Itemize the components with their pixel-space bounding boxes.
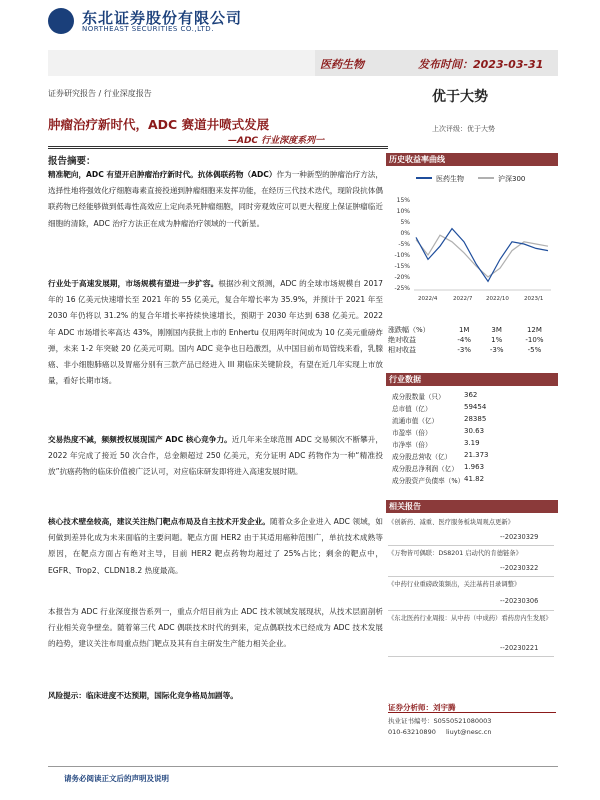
perf-chart-heading: 历史收益率曲线 (386, 153, 558, 166)
report-subtitle: —ADC 行业深度系列一 (228, 136, 325, 146)
divider (388, 545, 554, 546)
related-report-link[interactable]: 《万物皆可偶联：DS8201 启动代的肯德链条》 (388, 550, 522, 557)
industry-data-label: 成分股数量（只） (392, 393, 445, 401)
company-name-cn: 东北证券股份有限公司 (82, 9, 243, 27)
related-report-link[interactable]: 《东北医药行业周报：从中药（中成药）看药房内生发展》 (388, 615, 552, 622)
industry-data-value: 59454 (464, 403, 487, 411)
header-cell: 12M (526, 326, 542, 334)
table-row (388, 335, 556, 345)
paragraph-body: 根据沙利文预测，ADC 的全球市场规模自 2017 年的 16 亿美元快速增长至 2021 年的 55 亿美元，复合年增长率为 35.9%，并预计于 2021 年至 2030 年仍将以 31.2% 的复合年增长率持续快速增长，预期于 2030 年达到 638 亿美元。2022 年 ADC 市场增长率高达 43%，刚刚国内获批上市的 Enhertu 仅用两年时间成为 10 亿美元重磅炸弹，未来 1-2 年突破 20 亿美元可期。国内 ADC 竞争也日趋激烈，从中国目前布局管线来看，乳腺癌、非小细胞肺癌以及胃癌分别有三款产品已经进入 III 期临床关键阶段，有望在近几年实现上市放量，看好长期市场。 (48, 279, 383, 386)
table-cell: -4% (457, 336, 472, 344)
y-tick-label: 10% (396, 208, 410, 215)
industry-data-value: 41.82 (464, 475, 485, 483)
row-label: 相对收益 (388, 346, 416, 354)
legend-label-hs300: 沪深300 (498, 175, 526, 183)
analyst-phone: 010-63210890 (388, 728, 436, 736)
table-cell: -3% (457, 346, 472, 354)
paragraph-lead: 交易热度不减，频频授权展现国产 ADC 核心竞争力。 (48, 435, 232, 444)
x-axis-ticks (418, 296, 543, 302)
industry-data-value: 362 (464, 391, 478, 399)
paragraph-body: 近几年来全球范围 ADC 交易频次不断攀升，2022 年完成了接近 50 次合作，总金额超过 250 亿美元，充分证明 ADC 药物作为一种“精准投放”抗癌药物的临床价值被广泛认可，对应临床研发即将进入高速发展时期。 (48, 435, 384, 477)
header-cell: 涨跌幅（%） (388, 326, 430, 334)
footer-divider (48, 766, 558, 767)
perf-table-header (388, 325, 556, 335)
footer-disclaimer: 请务必阅读正文后的声明及说明 (64, 774, 169, 783)
table-cell: 1% (491, 336, 503, 344)
related-report-date: --20230322 (500, 564, 539, 572)
industry-data-heading: 行业数据 (386, 373, 558, 386)
paragraph-1 (48, 167, 383, 232)
y-tick-label: -25% (394, 285, 410, 292)
paragraph-body: 随着众多企业进入 ADC 领域，如何做到差异化成为未来面临的主要问题。靶点方面 HER2 由于其适用癌种范围广，单抗技术成熟等原因，在靶点方面占有绝对主导，目前 HER2 靶点药物均超过了 25%占比；剩余的靶点中，EGFR、Trop2、CLDN18.2 热度最高。 (48, 517, 384, 575)
paragraph-3 (48, 432, 383, 481)
table-cell: -10% (525, 336, 544, 344)
perf-table (388, 325, 556, 355)
paragraph-lead: 风险提示：临床进度不达预期，国际化竞争格局加剧等。 (48, 691, 238, 700)
related-report-date: --20230221 (500, 644, 539, 652)
publish-date: 发布时间：2023-03-31 (418, 58, 544, 71)
industry-data-label: 市净率（倍） (392, 441, 432, 449)
chart-series (416, 229, 548, 282)
paragraph-5 (48, 604, 383, 653)
divider (388, 576, 554, 577)
title-divider-2 (48, 148, 388, 149)
related-report-link[interactable]: 《中药行业重磅政策频出，关注基药目录调整》 (388, 581, 521, 588)
perf-chart (386, 168, 558, 308)
industry-data-value: 30.63 (464, 427, 485, 435)
paragraph-lead: 行业处于高速发展期，市场规模有望进一步扩容。 (48, 279, 219, 288)
industry-data-label: 总市值（亿） (392, 405, 432, 413)
industry-data-label: 流通市值（亿） (392, 417, 439, 425)
related-reports-heading: 相关报告 (386, 500, 558, 513)
paragraph-2 (48, 276, 383, 389)
industry-data-value: 3.19 (464, 439, 480, 447)
report-title: 肿瘤治疗新时代，ADC 赛道井喷式发展 (48, 117, 270, 132)
risk-warning (48, 688, 383, 704)
y-tick-label: -15% (394, 263, 410, 270)
row-label: 绝对收益 (388, 336, 416, 344)
divider (388, 610, 554, 611)
y-tick-label: -10% (394, 252, 410, 259)
paragraph-body: 本报告为 ADC 行业深度报告系列一，重点介绍目前为止 ADC 技术领域发展现状，从技术层面剖析行业相关竞争壁垒。随着第三代 ADC 偶联技术时代的到来，定点偶联技术已经成为 ADC 技术发展的趋势，建议关注布局重点热门靶点及其有自主研发生产能力相关企业。 (48, 607, 383, 649)
header-cell: 1M (458, 326, 470, 334)
company-logo (48, 8, 74, 34)
table-cell: -5% (527, 346, 542, 354)
y-tick-label: -5% (398, 241, 410, 248)
related-report-link[interactable]: 《创新药、减重、医疗服务板块周观点更新》 (388, 519, 514, 526)
industry-data-value: 28385 (464, 415, 487, 423)
legend-label-pharma: 医药生物 (436, 175, 464, 183)
y-tick-label: 5% (400, 219, 410, 226)
analyst-divider (388, 712, 556, 713)
industry-data-value: 1.963 (464, 463, 485, 471)
industry-data-value: 21.373 (464, 451, 489, 459)
industry-data-label: 成分股总营收（亿） (392, 453, 452, 461)
divider (388, 656, 554, 657)
x-tick-label: 2022/10 (486, 296, 509, 302)
rating: 优于大势 (432, 89, 488, 105)
analyst-email[interactable]: liuyt@nesc.cn (446, 728, 492, 736)
paragraph-body: 作为一种新型的肿瘤治疗方法，选择性地将强效化疗细胞毒素直接投递到肿瘤细胞来发挥功能，在经历三代技术迭代，现阶段抗体偶联药物已经能够做到低毒性高效应上定向杀死肿瘤细胞，同时旁观效应可以更大程度上保证肿瘤临近细胞的清除，ADC 治疗方法正在成为肿瘤治疗领域的一代新星。 (48, 170, 384, 228)
title-divider (48, 146, 388, 147)
breadcrumb: 证券研究报告 / 行业深度报告 (48, 89, 152, 98)
analyst-name: 证券分析师：刘宇腾 (388, 703, 456, 712)
related-report-date: --20230306 (500, 597, 539, 605)
paragraph-4 (48, 514, 383, 579)
y-tick-label: 0% (400, 230, 410, 237)
table-cell: -3% (489, 346, 504, 354)
paragraph-lead: 精准靶向，ADC 有望开启肿瘤治疗新时代。抗体偶联药物（ADC） (48, 170, 277, 179)
series-line-hs300 (416, 235, 548, 277)
previous-rating: 上次评级：优于大势 (432, 125, 495, 133)
series-line-pharma (416, 229, 548, 282)
industry-data-label: 成分股资产负债率（%） (392, 477, 465, 485)
related-report-date: --20230329 (500, 533, 539, 541)
industry-category: 医药生物 (320, 58, 364, 71)
y-tick-label: 15% (396, 197, 410, 204)
x-tick-label: 2023/1 (524, 296, 544, 302)
paragraph-lead: 核心技术壁垒较高，建议关注热门靶点布局及自主技术开发企业。 (48, 517, 270, 526)
company-name-en: NORTHEAST SECURITIES CO.,LTD. (82, 25, 214, 33)
analyst-license: 执业证书编号：S0550521080003 (388, 717, 492, 725)
chart-legend (416, 174, 525, 183)
y-axis-ticks (394, 197, 410, 292)
industry-data-label: 成分股总净利润（亿） (392, 465, 458, 473)
summary-heading: 报告摘要： (48, 156, 96, 167)
x-tick-label: 2022/4 (418, 296, 438, 302)
y-tick-label: -20% (394, 274, 410, 281)
industry-data-label: 市盈率（倍） (392, 429, 432, 437)
x-tick-label: 2022/7 (453, 296, 473, 302)
header-cell: 3M (491, 326, 502, 334)
table-row (388, 345, 556, 355)
